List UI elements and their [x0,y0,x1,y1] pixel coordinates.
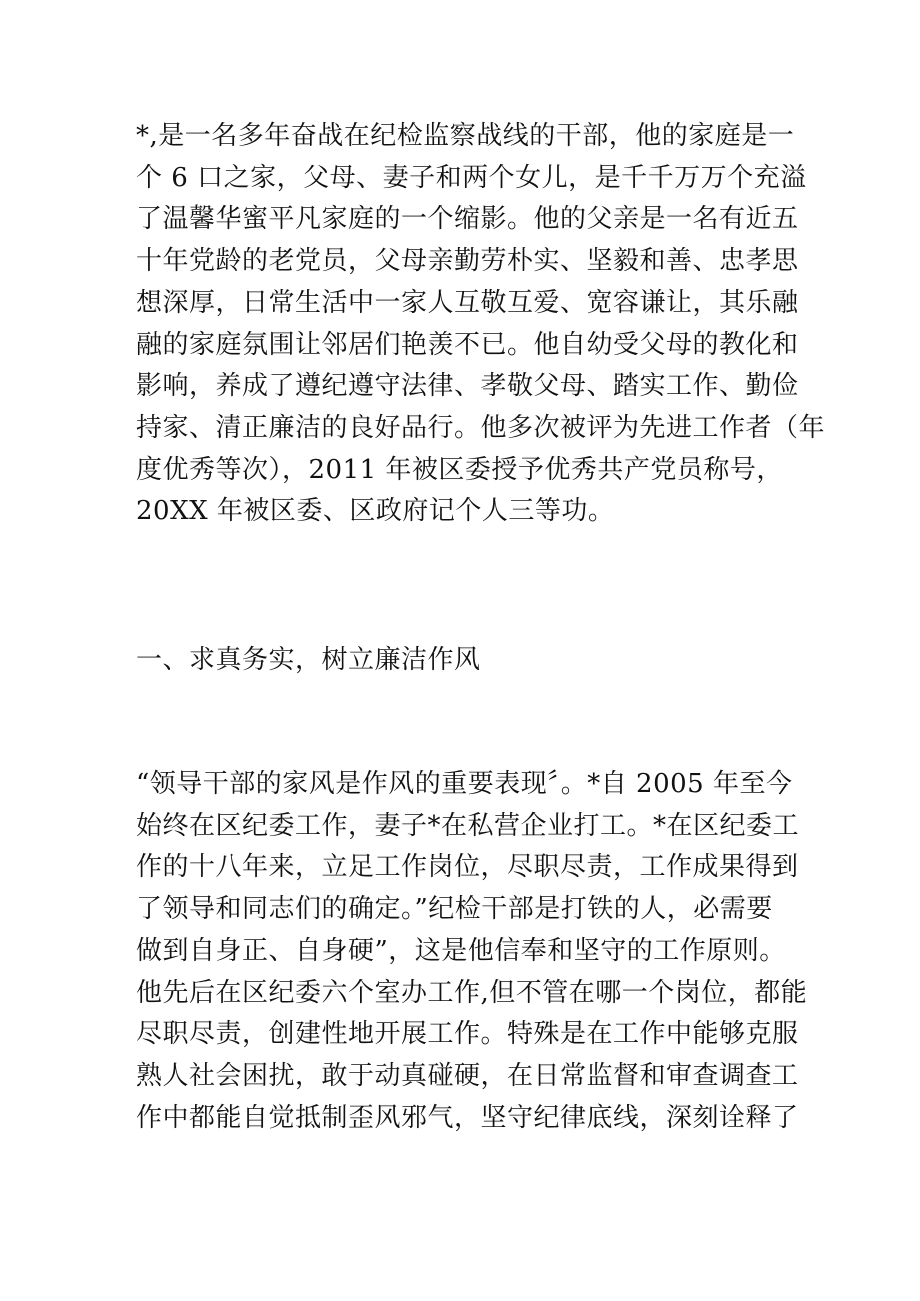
paragraph-line: 融的家庭氛围让邻居们艳羡不已。他自幼受父母的教化和 [136,329,799,360]
paragraph-line: 作中都能自觉抵制歪风邪气，坚守纪律底线，深刻诠释了 [136,1102,799,1133]
paragraph-line: 作的十八年来，立足工作岗位，尽职尽责，工作成果得到 [136,852,799,883]
paragraph-line: 始终在区纪委工作，妻子*在私营企业打工。*在区纪委工 [136,810,800,841]
paragraph-line: 想深厚，日常生活中一家人互敬互爱、宽容谦让，其乐融 [136,287,799,318]
paragraph-line: 20XX 年被区委、区政府记个人三等功。 [136,496,615,527]
paragraph-line: *,是一名多年奋战在纪检监察战线的干部，他的家庭是一 [136,121,795,151]
paragraph-line: 了温馨华蜜平凡家庭的一个缩影。他的父亲是一名有近五 [136,204,799,235]
paragraph-line: 尽职尽责，创建性地开展工作。特殊是在工作中能够克服 [136,1019,799,1050]
paragraph-line: 熟人社会困扰，敢于动真碰硬，在日常监督和审查调查工 [136,1060,799,1091]
paragraph-line: 影响，养成了遵纪遵守法律、孝敬父母、踏实工作、勤俭 [136,371,799,402]
paragraph-line: 他先后在区纪委六个室办工作,但不管在哪一个岗位，都能 [136,977,808,1008]
paragraph-line: “领导干部的家风是作风的重要表现〞。*自 2005 年至今 [136,769,793,799]
paragraph-line: 度优秀等次），2011 年被区委授予优秀共产党员称号， [136,454,783,485]
paragraph-family-background [136,116,826,533]
paragraph-line: 个 6 口之家，父母、妻子和两个女儿，是千千万万个充溢 [136,162,807,193]
paragraph-work-conduct [136,764,808,1139]
paragraph-line: 十年党龄的老党员，父母亲勤劳朴实、坚毅和善、忠孝思 [136,246,799,277]
paragraph-line: 了领导和同志们的确定。”纪检干部是打铁的人，必需要 [136,894,773,925]
paragraph-line: 做到自身正、自身硬”，这是他信奉和坚守的工作原则。 [136,935,786,966]
section-heading: 一、求真务实，树立廉洁作风 [136,645,481,675]
paragraph-line: 持家、清正廉洁的良好品行。他多次被评为先进工作者（年 [136,412,826,443]
